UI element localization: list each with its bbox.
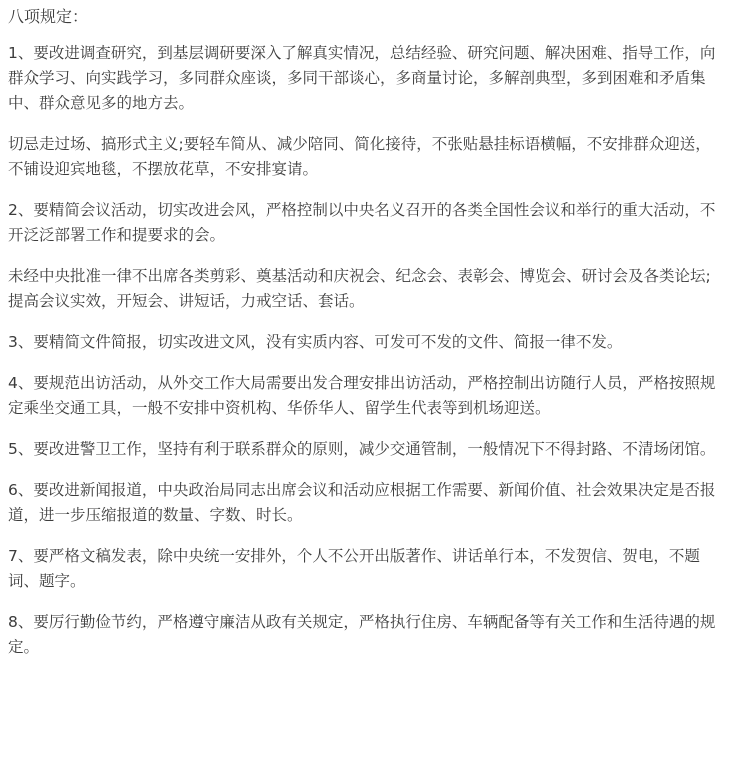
paragraph-3: 2、要精简会议活动，切实改进会风，严格控制以中央名义召开的各类全国性会议和举行的重大活动，不开泛泛部署工作和提要求的会。 <box>8 201 716 244</box>
paragraph-8: 6、要改进新闻报道，中央政治局同志出席会议和活动应根据工作需要、新闻价值、社会效果决定是否报道，进一步压缩报道的数量、字数、时长。 <box>8 481 716 524</box>
paragraph-1: 1、要改进调查研究，到基层调研要深入了解真实情况，总结经验、研究问题、解决困难、指导工作，向群众学习、向实践学习，多同群众座谈，多同干部谈心，多商量讨论，多解剖典型，多到困难和矛盾集中、群众意见多的地方去。 <box>8 44 716 112</box>
paragraph-4: 未经中央批准一律不出席各类剪彩、奠基活动和庆祝会、纪念会、表彰会、博览会、研讨会及各类论坛;提高会议实效，开短会、讲短话，力戒空话、套话。 <box>8 267 711 310</box>
paragraph-9: 7、要严格文稿发表，除中央统一安排外，个人不公开出版著作、讲话单行本，不发贺信、贺电，不题词、题字。 <box>8 547 700 590</box>
paragraph-6: 4、要规范出访活动，从外交工作大局需要出发合理安排出访活动，严格控制出访随行人员，严格按照规定乘坐交通工具，一般不安排中资机构、华侨华人、留学生代表等到机场迎送。 <box>8 374 716 417</box>
paragraph-7: 5、要改进警卫工作，坚持有利于联系群众的原则，减少交通管制，一般情况下不得封路、不清场闭馆。 <box>8 440 716 458</box>
paragraph-5: 3、要精简文件简报，切实改进文风，没有实质内容、可发可不发的文件、简报一律不发。 <box>8 333 623 351</box>
article-heading: 八项规定： <box>8 7 89 26</box>
paragraph-2: 切忌走过场、搞形式主义;要轻车简从、减少陪同、简化接待，不张贴悬挂标语横幅，不安排群众迎送，不铺设迎宾地毯，不摆放花草，不安排宴请。 <box>8 135 711 178</box>
paragraph-10: 8、要厉行勤俭节约，严格遵守廉洁从政有关规定，严格执行住房、车辆配备等有关工作和生活待遇的规定。 <box>8 613 716 656</box>
